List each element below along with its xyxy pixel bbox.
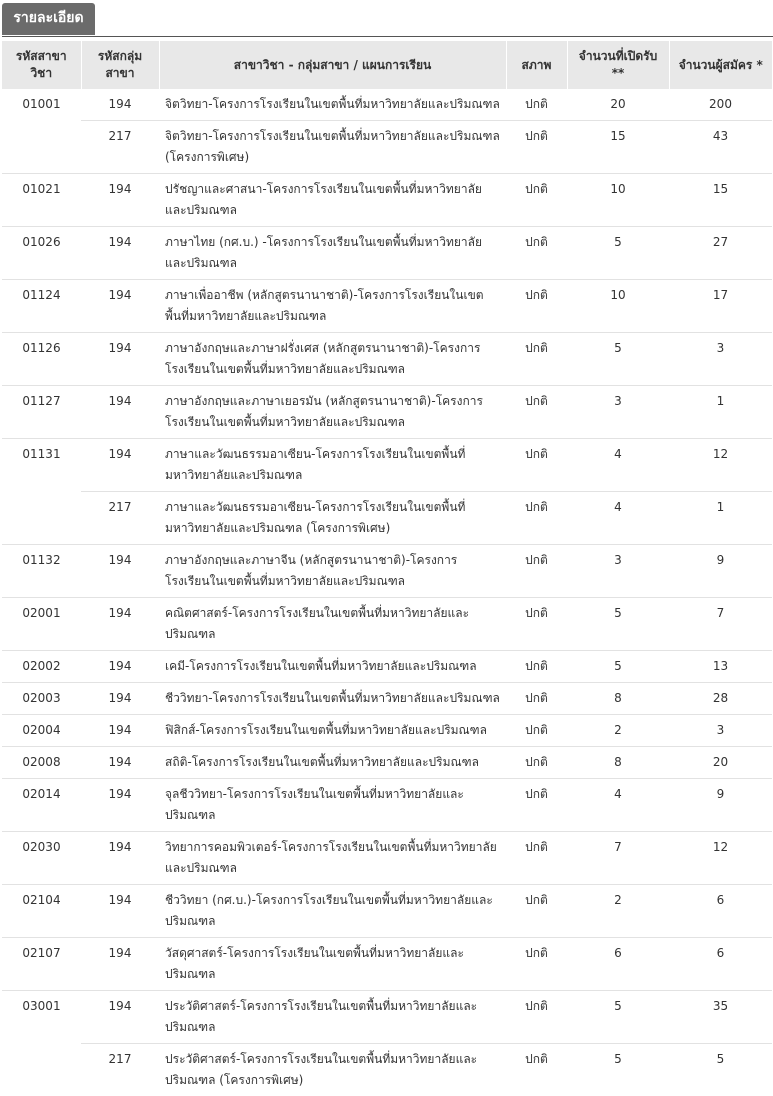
table-row	[2, 938, 772, 991]
group-code-cell: 194	[81, 991, 159, 1044]
seats-cell: 20	[567, 89, 669, 121]
program-name-cell: ชีววิทยา (กศ.บ.)-โครงการโรงเรียนในเขตพื้นที่มหาวิทยาลัยและปริมณฑล	[159, 885, 506, 938]
section-header	[2, 0, 773, 37]
status-cell: ปกติ	[506, 545, 567, 598]
status-cell: ปกติ	[506, 683, 567, 715]
seats-cell: 4	[567, 439, 669, 492]
program-name-cell: เคมี-โครงการโรงเรียนในเขตพื้นที่มหาวิทยาลัยและปริมณฑล	[159, 651, 506, 683]
seats-cell: 6	[567, 938, 669, 991]
program-code-cell	[2, 1044, 81, 1096]
status-cell: ปกติ	[506, 1044, 567, 1096]
program-name-cell: ประวัติศาสตร์-โครงการโรงเรียนในเขตพื้นที่มหาวิทยาลัยและปริมณฑล (โครงการพิเศษ)	[159, 1044, 506, 1096]
status-cell: ปกติ	[506, 280, 567, 333]
program-code-cell: 01127	[2, 386, 81, 439]
table-row	[2, 227, 772, 280]
program-code-cell: 02014	[2, 779, 81, 832]
program-name-cell: ฟิสิกส์-โครงการโรงเรียนในเขตพื้นที่มหาวิทยาลัยและปริมณฑล	[159, 715, 506, 747]
table-row	[2, 683, 772, 715]
program-code-cell: 01132	[2, 545, 81, 598]
applicants-cell: 12	[669, 832, 772, 885]
program-code-cell	[2, 121, 81, 174]
status-cell: ปกติ	[506, 439, 567, 492]
program-name-cell: ชีววิทยา-โครงการโรงเรียนในเขตพื้นที่มหาวิทยาลัยและปริมณฑล	[159, 683, 506, 715]
seats-cell: 5	[567, 991, 669, 1044]
seats-cell: 5	[567, 651, 669, 683]
applicants-cell: 35	[669, 991, 772, 1044]
seats-cell: 4	[567, 779, 669, 832]
program-code-cell: 02030	[2, 832, 81, 885]
status-cell: ปกติ	[506, 386, 567, 439]
group-code-cell: 194	[81, 545, 159, 598]
applicants-cell: 15	[669, 174, 772, 227]
status-cell: ปกติ	[506, 227, 567, 280]
status-cell: ปกติ	[506, 651, 567, 683]
applicants-cell: 3	[669, 715, 772, 747]
seats-cell: 8	[567, 683, 669, 715]
group-code-cell: 217	[81, 1044, 159, 1096]
seats-cell: 2	[567, 715, 669, 747]
group-code-cell: 194	[81, 598, 159, 651]
seats-cell: 5	[567, 1044, 669, 1096]
column-header-seats: จำนวนที่เปิดรับ **	[567, 41, 669, 89]
table-row	[2, 121, 772, 174]
status-cell: ปกติ	[506, 492, 567, 545]
program-name-cell: วัสดุศาสตร์-โครงการโรงเรียนในเขตพื้นที่มหาวิทยาลัยและปริมณฑล	[159, 938, 506, 991]
table-row	[2, 598, 772, 651]
applicants-cell: 20	[669, 747, 772, 779]
group-code-cell: 194	[81, 651, 159, 683]
status-cell: ปกติ	[506, 779, 567, 832]
status-cell: ปกติ	[506, 885, 567, 938]
program-name-cell: ปรัชญาและศาสนา-โครงการโรงเรียนในเขตพื้นที่มหาวิทยาลัยและปริมณฑล	[159, 174, 506, 227]
program-table	[2, 41, 772, 1096]
table-row	[2, 492, 772, 545]
column-header-group: รหัสกลุ่มสาขา	[81, 41, 159, 89]
program-code-cell: 02107	[2, 938, 81, 991]
group-code-cell: 194	[81, 779, 159, 832]
seats-cell: 7	[567, 832, 669, 885]
applicants-cell: 9	[669, 779, 772, 832]
program-name-cell: ภาษาไทย (กศ.บ.) -โครงการโรงเรียนในเขตพื้นที่มหาวิทยาลัยและปริมณฑล	[159, 227, 506, 280]
group-code-cell: 194	[81, 885, 159, 938]
program-code-cell: 01021	[2, 174, 81, 227]
column-header-applicants: จำนวนผู้สมัคร *	[669, 41, 772, 89]
status-cell: ปกติ	[506, 832, 567, 885]
program-code-cell	[2, 492, 81, 545]
program-name-cell: จิตวิทยา-โครงการโรงเรียนในเขตพื้นที่มหาวิทยาลัยและปริมณฑล	[159, 89, 506, 121]
program-code-cell: 01001	[2, 89, 81, 121]
applicants-cell: 1	[669, 386, 772, 439]
program-code-cell: 02003	[2, 683, 81, 715]
program-name-cell: ภาษาและวัฒนธรรมอาเซียน-โครงการโรงเรียนในเขตพื้นที่มหาวิทยาลัยและปริมณฑล (โครงการพิเศษ)	[159, 492, 506, 545]
program-name-cell: จุลชีววิทยา-โครงการโรงเรียนในเขตพื้นที่มหาวิทยาลัยและปริมณฑล	[159, 779, 506, 832]
program-name-cell: ภาษาเพื่ออาชีพ (หลักสูตรนานาชาติ)-โครงการโรงเรียนในเขตพื้นที่มหาวิทยาลัยและปริมณฑล	[159, 280, 506, 333]
seats-cell: 3	[567, 545, 669, 598]
applicants-cell: 43	[669, 121, 772, 174]
program-name-cell: สถิติ-โครงการโรงเรียนในเขตพื้นที่มหาวิทยาลัยและปริมณฑล	[159, 747, 506, 779]
applicants-cell: 6	[669, 885, 772, 938]
applicants-cell: 1	[669, 492, 772, 545]
program-code-cell: 01026	[2, 227, 81, 280]
group-code-cell: 194	[81, 386, 159, 439]
program-code-cell: 02002	[2, 651, 81, 683]
applicants-cell: 200	[669, 89, 772, 121]
seats-cell: 2	[567, 885, 669, 938]
program-code-cell: 03001	[2, 991, 81, 1044]
table-header-row	[2, 41, 772, 89]
program-code-cell: 02004	[2, 715, 81, 747]
program-name-cell: จิตวิทยา-โครงการโรงเรียนในเขตพื้นที่มหาวิทยาลัยและปริมณฑล (โครงการพิเศษ)	[159, 121, 506, 174]
program-code-cell: 02008	[2, 747, 81, 779]
table-row	[2, 832, 772, 885]
status-cell: ปกติ	[506, 747, 567, 779]
status-cell: ปกติ	[506, 715, 567, 747]
group-code-cell: 194	[81, 832, 159, 885]
table-row	[2, 386, 772, 439]
seats-cell: 10	[567, 174, 669, 227]
status-cell: ปกติ	[506, 89, 567, 121]
seats-cell: 5	[567, 598, 669, 651]
applicants-cell: 17	[669, 280, 772, 333]
applicants-cell: 6	[669, 938, 772, 991]
seats-cell: 8	[567, 747, 669, 779]
group-code-cell: 194	[81, 715, 159, 747]
column-header-code: รหัสสาขาวิชา	[2, 41, 81, 89]
table-row	[2, 333, 772, 386]
program-code-cell: 01124	[2, 280, 81, 333]
seats-cell: 4	[567, 492, 669, 545]
applicants-cell: 5	[669, 1044, 772, 1096]
program-name-cell: วิทยาการคอมพิวเตอร์-โครงการโรงเรียนในเขตพื้นที่มหาวิทยาลัยและปริมณฑล	[159, 832, 506, 885]
table-row	[2, 280, 772, 333]
table-row	[2, 715, 772, 747]
group-code-cell: 194	[81, 938, 159, 991]
status-cell: ปกติ	[506, 598, 567, 651]
table-row	[2, 439, 772, 492]
table-row	[2, 747, 772, 779]
status-cell: ปกติ	[506, 333, 567, 386]
seats-cell: 5	[567, 333, 669, 386]
group-code-cell: 194	[81, 683, 159, 715]
applicants-cell: 13	[669, 651, 772, 683]
details-tab[interactable]: รายละเอียด	[2, 3, 95, 35]
table-row	[2, 545, 772, 598]
status-cell: ปกติ	[506, 991, 567, 1044]
program-name-cell: ภาษาอังกฤษและภาษาจีน (หลักสูตรนานาชาติ)-โครงการโรงเรียนในเขตพื้นที่มหาวิทยาลัยและปริมณฑล	[159, 545, 506, 598]
program-code-cell: 02104	[2, 885, 81, 938]
seats-cell: 15	[567, 121, 669, 174]
group-code-cell: 194	[81, 227, 159, 280]
column-header-name: สาขาวิชา - กลุ่มสาขา / แผนการเรียน	[159, 41, 506, 89]
table-row	[2, 779, 772, 832]
applicants-cell: 27	[669, 227, 772, 280]
applicants-cell: 7	[669, 598, 772, 651]
table-row	[2, 885, 772, 938]
program-code-cell: 02001	[2, 598, 81, 651]
program-name-cell: คณิตศาสตร์-โครงการโรงเรียนในเขตพื้นที่มหาวิทยาลัยและปริมณฑล	[159, 598, 506, 651]
seats-cell: 10	[567, 280, 669, 333]
group-code-cell: 194	[81, 280, 159, 333]
applicants-cell: 28	[669, 683, 772, 715]
table-row	[2, 174, 772, 227]
applicants-cell: 12	[669, 439, 772, 492]
table-row	[2, 1044, 772, 1096]
seats-cell: 5	[567, 227, 669, 280]
program-name-cell: ภาษาและวัฒนธรรมอาเซียน-โครงการโรงเรียนในเขตพื้นที่มหาวิทยาลัยและปริมณฑล	[159, 439, 506, 492]
table-row	[2, 651, 772, 683]
seats-cell: 3	[567, 386, 669, 439]
status-cell: ปกติ	[506, 938, 567, 991]
program-code-cell: 01126	[2, 333, 81, 386]
group-code-cell: 194	[81, 439, 159, 492]
group-code-cell: 194	[81, 174, 159, 227]
status-cell: ปกติ	[506, 174, 567, 227]
group-code-cell: 217	[81, 492, 159, 545]
status-cell: ปกติ	[506, 121, 567, 174]
column-header-status: สภาพ	[506, 41, 567, 89]
applicants-cell: 3	[669, 333, 772, 386]
group-code-cell: 194	[81, 89, 159, 121]
table-row	[2, 991, 772, 1044]
program-name-cell: ภาษาอังกฤษและภาษาฝรั่งเศส (หลักสูตรนานาชาติ)-โครงการโรงเรียนในเขตพื้นที่มหาวิทยาลัยและปริมณฑล	[159, 333, 506, 386]
table-row	[2, 89, 772, 121]
group-code-cell: 194	[81, 747, 159, 779]
applicants-cell: 9	[669, 545, 772, 598]
program-name-cell: ประวัติศาสตร์-โครงการโรงเรียนในเขตพื้นที่มหาวิทยาลัยและปริมณฑล	[159, 991, 506, 1044]
group-code-cell: 194	[81, 333, 159, 386]
group-code-cell: 217	[81, 121, 159, 174]
program-code-cell: 01131	[2, 439, 81, 492]
program-name-cell: ภาษาอังกฤษและภาษาเยอรมัน (หลักสูตรนานาชาติ)-โครงการโรงเรียนในเขตพื้นที่มหาวิทยาลัยและปริมณฑล	[159, 386, 506, 439]
